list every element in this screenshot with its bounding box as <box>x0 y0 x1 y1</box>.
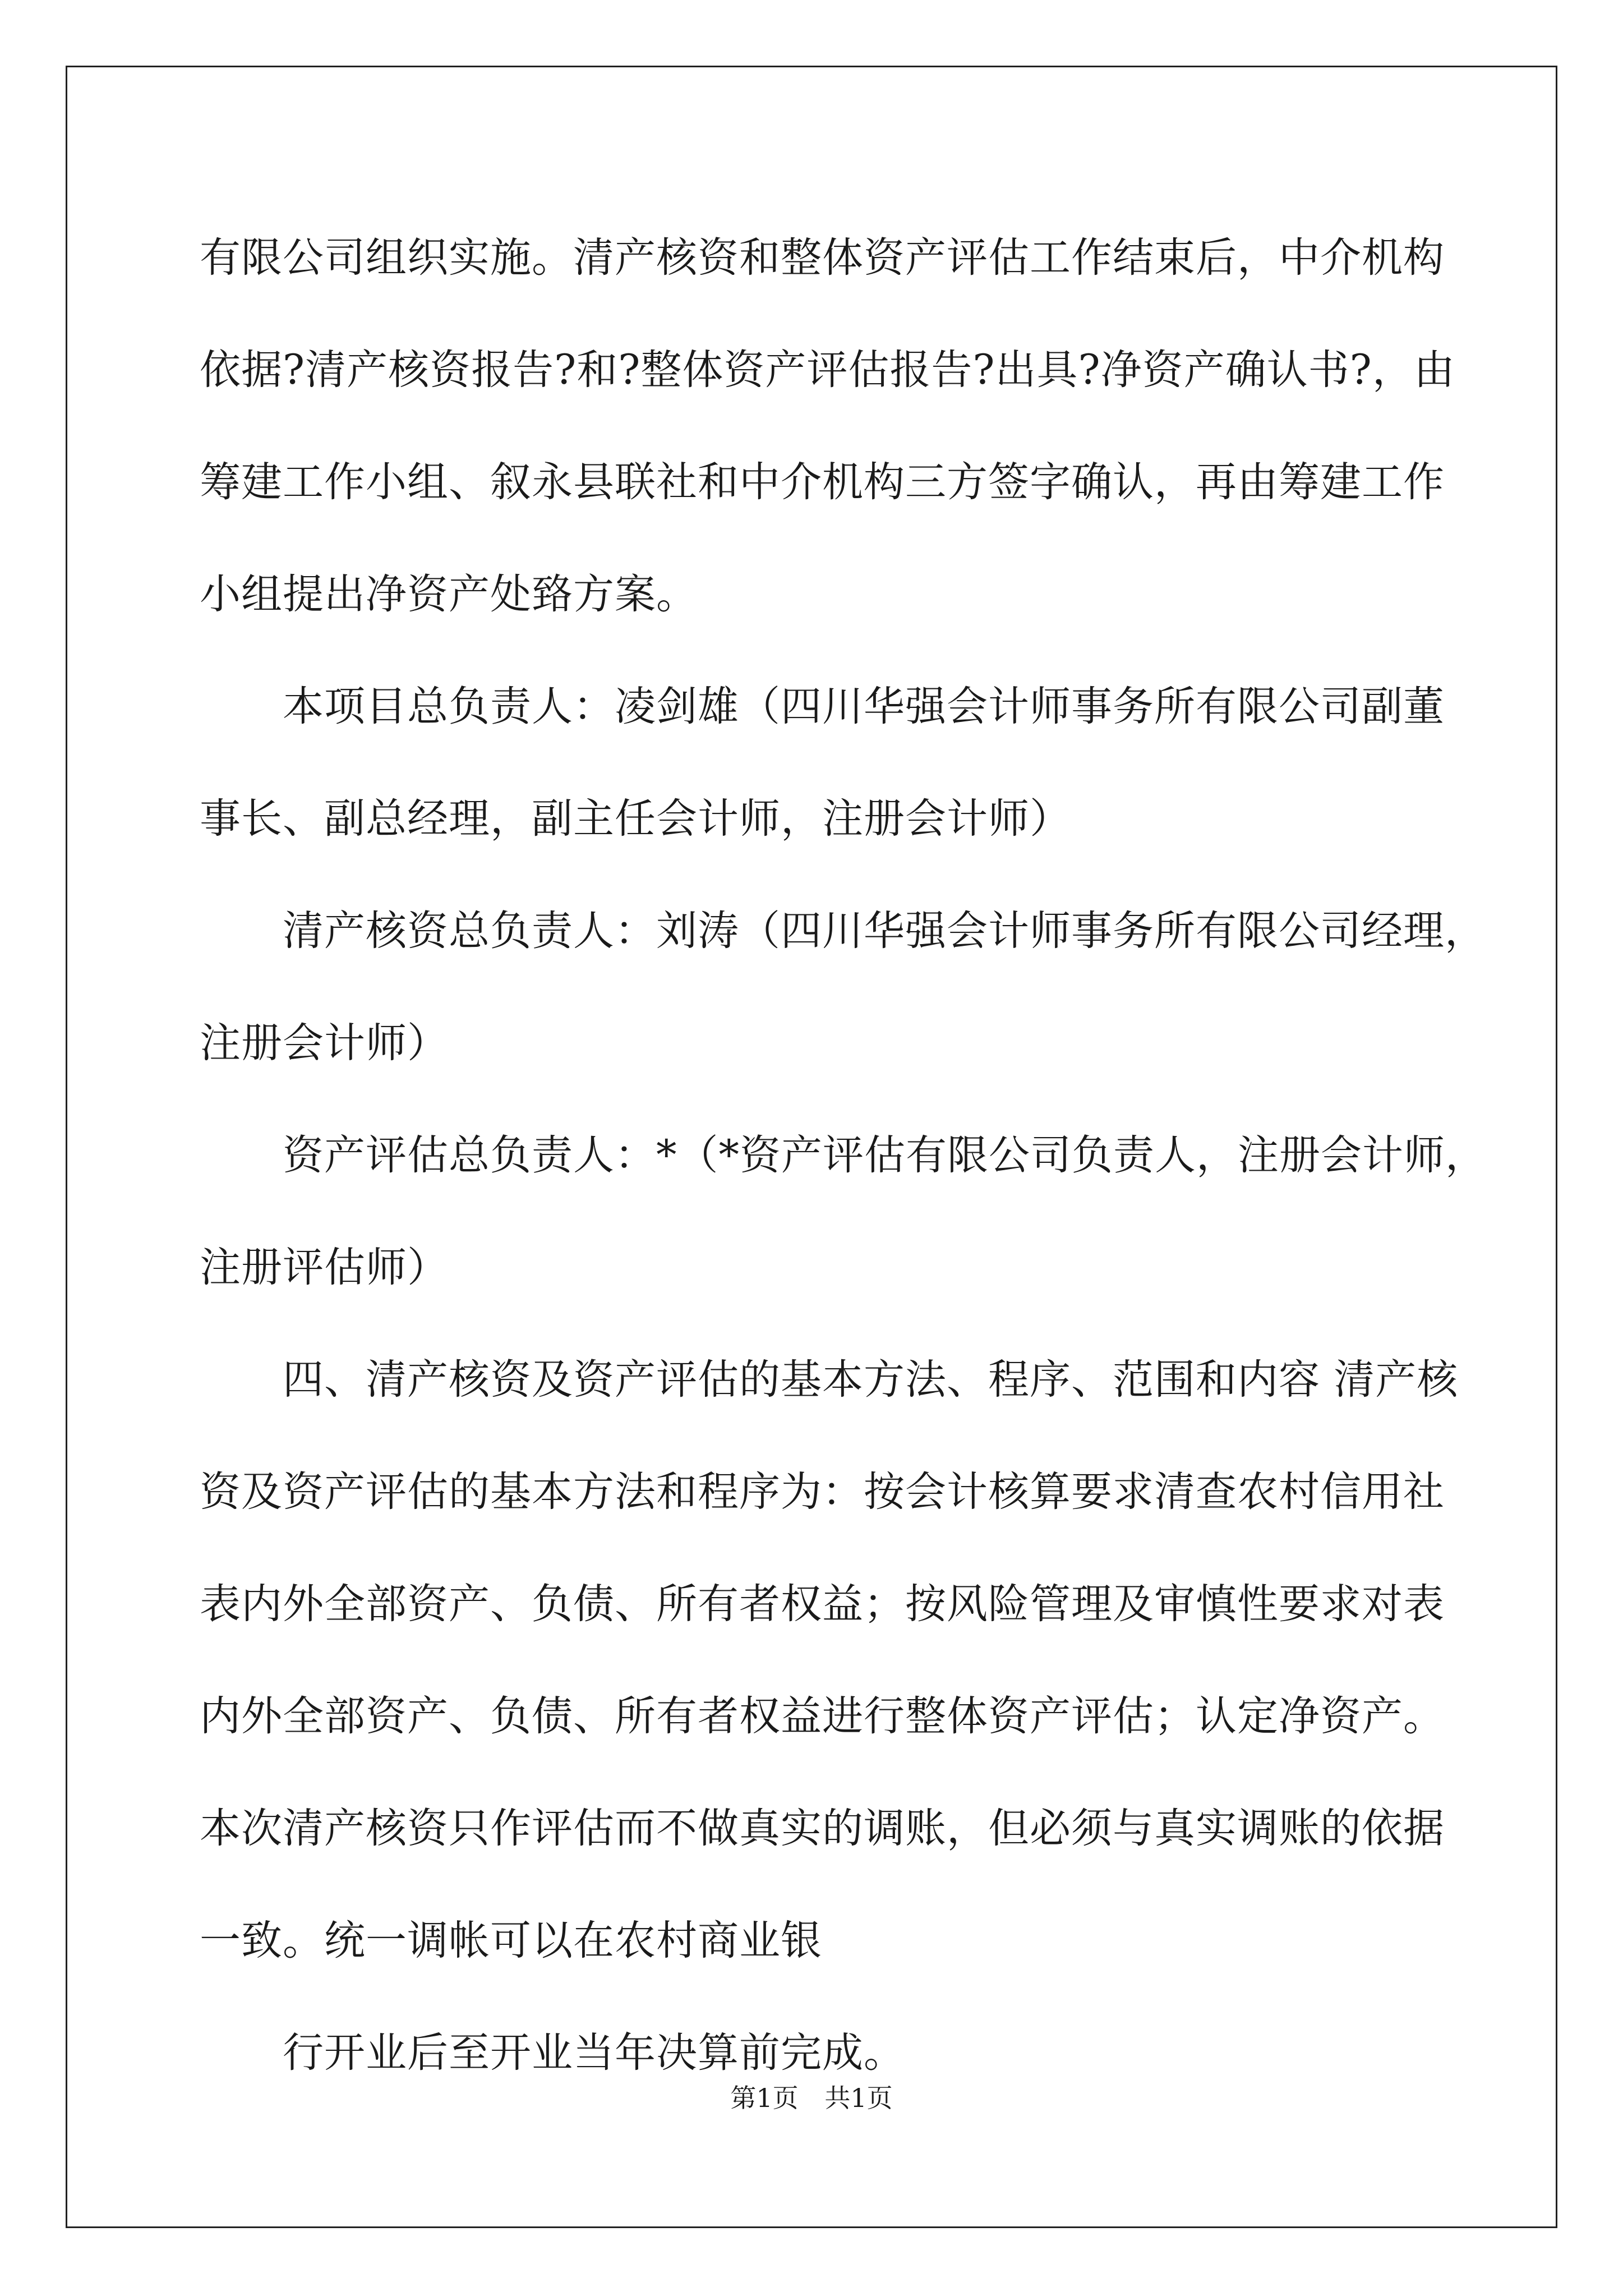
text-line: 小组提出净资产处臵方案。 <box>200 570 698 618</box>
text-line: 一致。统一调帐可以在农村商业银 <box>200 1917 822 1964</box>
text-line: 本项目总负责人：凌剑雄（四川华强会计师事务所有限公司副董 <box>283 683 1445 730</box>
text-line: 事长、副总经理，副主任会计师，注册会计师） <box>200 795 1071 843</box>
text-line: 表内外全部资产、负债、所有者权益；按风险管理及审慎性要求对表 <box>200 1580 1445 1628</box>
text-line: 注册会计师） <box>200 1019 449 1067</box>
text-line: 注册评估师） <box>200 1244 449 1291</box>
text-line: 清产核资总负责人：刘涛（四川华强会计师事务所有限公司经理， <box>283 907 1486 955</box>
text-line: 内外全部资产、负债、所有者权益进行整体资产评估；认定净资产。 <box>200 1692 1445 1740</box>
text-line: 四、清产核资及资产评估的基本方法、程序、范围和内容 清产核 <box>283 1356 1459 1404</box>
text-line: 资及资产评估的基本方法和程序为：按会计核算要求清查农村信用社 <box>200 1468 1445 1516</box>
text-line: 行开业后至开业当年决算前完成。 <box>283 2029 905 2077</box>
page-footer <box>0 2081 1623 2115</box>
page-count: 共1页 <box>824 2083 893 2113</box>
text-line: 依据?清产核资报告?和?整体资产评估报告?出具?净资产确认书?，由 <box>200 346 1455 394</box>
text-line: 筹建工作小组、叙永县联社和中介机构三方签字确认，再由筹建工作 <box>200 458 1445 506</box>
document-body <box>200 202 1487 2109</box>
text-line: 有限公司组织实施。清产核资和整体资产评估工作结束后，中介机构 <box>200 234 1445 282</box>
text-line: 本次清产核资只作评估而不做真实的调账，但必须与真实调账的依据 <box>200 1805 1445 1852</box>
text-line: 资产评估总负责人：*（*资产评估有限公司负责人，注册会计师， <box>283 1131 1487 1179</box>
page-number: 第1页 <box>730 2083 799 2113</box>
